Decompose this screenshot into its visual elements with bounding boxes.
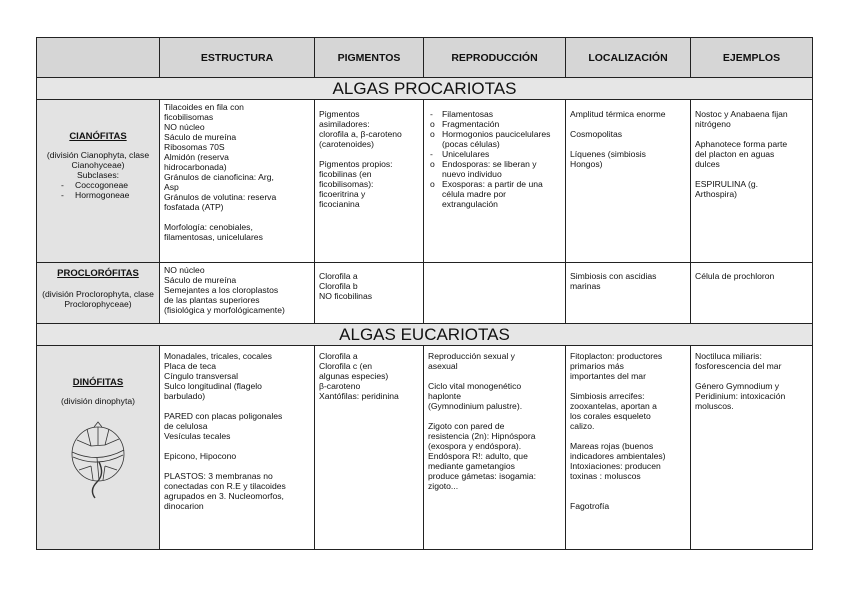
row-cianofitas (37, 100, 813, 263)
text-line (695, 371, 808, 381)
text-line (570, 139, 686, 149)
header-localizacion: LOCALIZACIÓN (566, 38, 691, 78)
text-line (570, 381, 686, 391)
text-line: Gránulos de volutina: reserva (164, 192, 277, 202)
text-line: Aphanotece forma parte (695, 139, 788, 149)
text-line: Pigmentos propios: (319, 159, 393, 169)
text-line: (carotenoides) (319, 139, 374, 149)
group-division-cianofitas: (división Cianophyta, clase Cianohyceae) (46, 150, 150, 170)
text-line: conectadas con R.E y tilacoides (164, 481, 286, 491)
text-line: PARED con placas poligonales (164, 411, 283, 421)
cianofitas-estructura (160, 100, 315, 263)
cingulum (72, 450, 124, 458)
proclorofitas-reproduccion (424, 263, 566, 324)
text-line: PLASTOS: 3 membranas no (164, 471, 273, 481)
text-line: Pigmentos (319, 109, 360, 119)
text-line: NO núcleo (164, 122, 205, 132)
cianofitas-localizacion (566, 100, 691, 263)
text-line: ficobilisomas): (319, 179, 374, 189)
text-line: ficocianina (319, 199, 360, 209)
text-line: Semejantes a los cloroplastos (164, 285, 279, 295)
text-line: algunas especies) (319, 371, 389, 381)
text-line: Cíngulo transversal (164, 371, 239, 381)
text-line: Zigoto con pared de (428, 421, 505, 431)
text-line: (fisiológica y morfológicamente) (164, 305, 285, 315)
text-line: Sáculo de mureína (164, 275, 237, 285)
text-line: Endóspora R!: adulto, que (428, 451, 528, 461)
text-line: asimiladores: (319, 119, 370, 129)
algae-table (36, 37, 813, 550)
subclase-item: - Coccogoneae (61, 180, 155, 190)
text-line: produce gámetas: isogamia: (428, 471, 536, 481)
text-line: Sulco longitudinal (flagelo (164, 381, 262, 391)
text-line: de las plantas superiores (164, 295, 260, 305)
text-line: Clorofila c (en (319, 361, 373, 371)
section-title-eucariotas: ALGAS EUCARIOTAS (37, 324, 813, 346)
text-line: barbulado) (164, 391, 206, 401)
apex (94, 422, 102, 427)
dinofitas-localizacion (566, 346, 691, 550)
text-line: Fitoplacton: productores (570, 351, 663, 361)
text-line: importantes del mar (570, 371, 646, 381)
text-line: ESPIRULINA (g. (695, 179, 759, 189)
text-line: fosfatada (ATP) (164, 202, 224, 212)
text-line: Xantófilas: peridinina (319, 391, 399, 401)
cianofitas-reproduccion (424, 100, 566, 263)
list-item: o Fragmentación (428, 119, 561, 129)
text-line: Arthospira) (695, 189, 738, 199)
corner-cell (37, 38, 160, 78)
proclorofitas-ejemplos (691, 263, 813, 324)
header-ejemplos: EJEMPLOS (691, 38, 813, 78)
text-line (695, 169, 808, 179)
text-line: zigoto... (428, 481, 459, 491)
reproduccion-list (428, 109, 561, 209)
text-line: del placton en aguas (695, 149, 775, 159)
section-eucariotas (37, 324, 813, 346)
text-line (570, 481, 686, 491)
list-item: - Unicelulares (428, 149, 561, 159)
text-line: Monadales, tricales, cocales (164, 351, 272, 361)
group-name-dinofitas: DINÓFITAS (72, 377, 124, 388)
text-line: marinas (570, 281, 601, 291)
cianofitas-ejemplos (691, 100, 813, 263)
text-line: ficobilinas (en (319, 169, 372, 179)
proclorofitas-estructura (160, 263, 315, 324)
text-line: Clorofila b (319, 281, 358, 291)
header-pigmentos: PIGMENTOS (315, 38, 424, 78)
text-line: Mareas rojas (buenos (570, 441, 654, 451)
subclases-label: Subclases: (76, 170, 120, 180)
dinofitas-reproduccion (424, 346, 566, 550)
text-line: ficobilisomas (164, 112, 214, 122)
list-item: - Filamentosas (428, 109, 561, 119)
text-line: Peridinium: intoxicación (695, 391, 786, 401)
row-proclorofitas (37, 263, 813, 324)
cianofitas-pigmentos (315, 100, 424, 263)
text-line (428, 411, 561, 421)
text-line: toxinas : moluscos (570, 471, 641, 481)
text-line: moluscos. (695, 401, 734, 411)
group-dinofitas (37, 346, 160, 550)
text-line: Ribosomas 70S (164, 142, 225, 152)
text-line: agrupados en 3. Nucleomorfos, (164, 491, 284, 501)
proclorofitas-localizacion (566, 263, 691, 324)
text-line (695, 129, 808, 139)
text-line: zooxantelas, aportan a (570, 401, 657, 411)
text-line: Tilacoides en fila con (164, 102, 244, 112)
text-line: NO ficobilinas (319, 291, 373, 301)
group-proclorofitas (37, 263, 160, 324)
text-line: NO núcleo (164, 265, 205, 275)
text-line: Intoxiaciones: producen (570, 461, 661, 471)
group-name-proclorofitas: PROCLORÓFITAS (57, 268, 139, 279)
text-line: Líquenes (simbiosis (570, 149, 646, 159)
sulcus (97, 458, 99, 480)
text-line: de celulosa (164, 421, 208, 431)
group-name-cianofitas: CIANÓFITAS (69, 131, 127, 142)
dinofitas-ejemplos (691, 346, 813, 550)
group-division-dinofitas: (división dinophyta) (60, 396, 136, 406)
text-line: Clorofila a (319, 271, 358, 281)
text-line: Célula de prochloron (695, 271, 775, 281)
text-line: Nostoc y Anabaena fijan (695, 109, 788, 119)
text-line (164, 461, 310, 471)
text-line: Vesículas tecales (164, 431, 231, 441)
text-line (428, 371, 561, 381)
text-line: filamentosas, unicelulares (164, 232, 263, 242)
text-line (164, 401, 310, 411)
text-line: Placa de teca (164, 361, 217, 371)
subclases-list (41, 180, 155, 200)
text-line: ficoeritrina y (319, 189, 366, 199)
text-line: Amplitud térmica enorme (570, 109, 666, 119)
section-procariotas (37, 78, 813, 100)
text-line: Clorofila a (319, 351, 358, 361)
text-line: Simbiosis con ascidias (570, 271, 657, 281)
text-line: Almidón (reserva (164, 152, 229, 162)
text-line: Noctiluca miliaris: (695, 351, 762, 361)
text-line: calizo. (570, 421, 595, 431)
text-line: primarios más (570, 361, 624, 371)
dinofitas-estructura (160, 346, 315, 550)
group-division-proclorofitas: (división Proclorophyta, clase Proclorophyceae) (42, 289, 154, 309)
text-line: resistencia (2n): Hipnóspora (428, 431, 536, 441)
text-line: Género Gymnodium y (695, 381, 780, 391)
text-line (570, 431, 686, 441)
text-line: fosforescencia del mar (695, 361, 782, 371)
text-line: asexual (428, 361, 458, 371)
text-line: Sáculo de mureína (164, 132, 237, 142)
proclorofitas-pigmentos (315, 263, 424, 324)
list-item: o Hormogonios paucicelulares (pocas células) (428, 129, 561, 149)
text-line: Fagotrofía (570, 501, 610, 511)
text-line: (Gymnodinium palustre). (428, 401, 523, 411)
text-line: Cosmopolitas (570, 129, 623, 139)
text-line: Reproducción sexual y (428, 351, 515, 361)
text-line: indicadores ambientales) (570, 451, 666, 461)
text-line: (exospora y endóspora). (428, 441, 522, 451)
text-line: Epicono, Hipocono (164, 451, 237, 461)
text-line: β-caroteno (319, 381, 361, 391)
section-title-procariotas: ALGAS PROCARIOTAS (37, 78, 813, 100)
text-line: Simbiosis arrecifes: (570, 391, 645, 401)
text-line: dulces (695, 159, 720, 169)
text-line: Asp (164, 182, 179, 192)
text-line (570, 119, 686, 129)
text-line: nitrógeno (695, 119, 731, 129)
text-line: Ciclo vital monogenético (428, 381, 522, 391)
header-estructura: ESTRUCTURA (160, 38, 315, 78)
list-item: o Exosporas: a partir de una célula madre por extrangulación (428, 179, 561, 209)
dinoflagellate-illustration (63, 418, 133, 500)
text-line: dinocarion (164, 501, 204, 511)
text-line: los corales esqueleto (570, 411, 651, 421)
text-line: clorofila a, β-caroteno (319, 129, 402, 139)
group-cianofitas (37, 100, 160, 263)
text-line: mediante gametangios (428, 461, 515, 471)
header-row (37, 38, 813, 78)
text-line: haplonte (428, 391, 461, 401)
text-line: Gránulos de cianoficina: Arg, (164, 172, 274, 182)
subclase-item: - Hormogoneae (61, 190, 155, 200)
list-item: o Endosporas: se liberan y nuevo individuo (428, 159, 561, 179)
flagellum (92, 462, 101, 498)
text-line (164, 441, 310, 451)
header-reproduccion: REPRODUCCIÓN (424, 38, 566, 78)
text-line: hidrocarbonada) (164, 162, 227, 172)
text-line: Morfología: cenobiales, (164, 222, 253, 232)
cingulum-inner (73, 455, 123, 462)
text-line: Hongos) (570, 159, 603, 169)
row-dinofitas (37, 346, 813, 550)
dinofitas-pigmentos (315, 346, 424, 550)
text-line (570, 491, 686, 501)
